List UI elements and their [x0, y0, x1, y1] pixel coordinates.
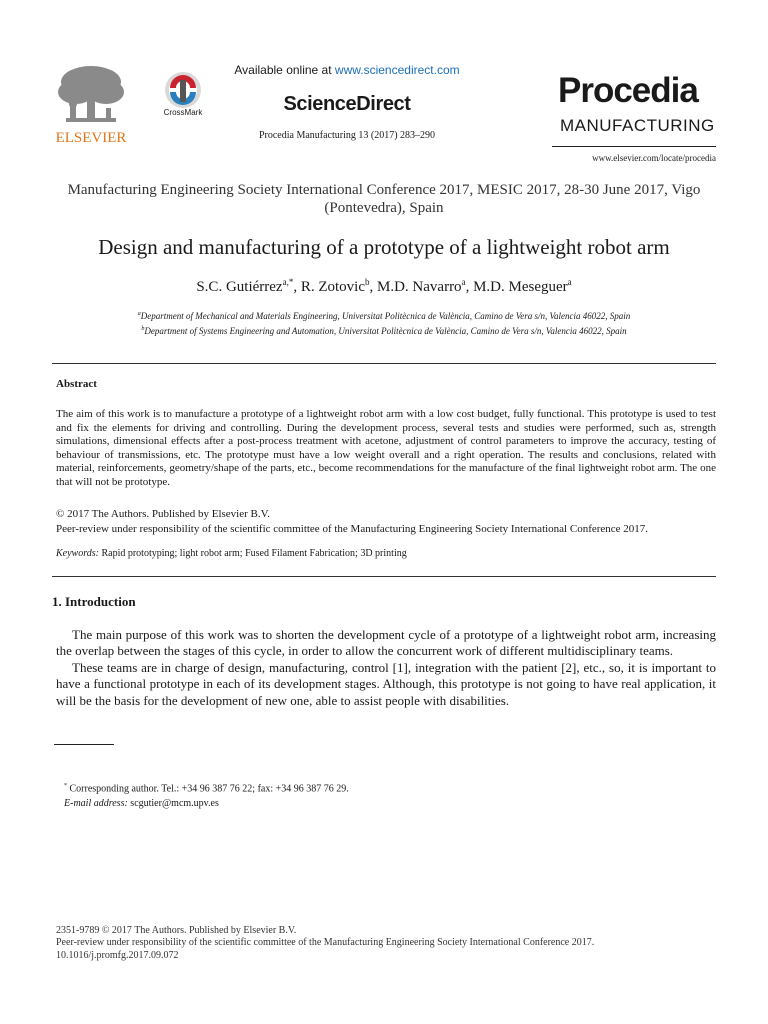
author-separator: , [293, 279, 301, 295]
available-online-prefix: Available online at [234, 63, 335, 77]
sciencedirect-link[interactable]: www.sciencedirect.com [334, 63, 460, 77]
intro-paragraph: These teams are in charge of design, manufacturing, control [1], integration with the patient [2], etc., so, it is important to have a functional prototype in each of its development stages. Although, this prototype is not going to have real application, it will be the basis for the development of new one, able to assist people with disabilities. [56, 659, 716, 708]
author-list [40, 277, 728, 296]
divider-middle [52, 576, 716, 577]
email-address[interactable]: scgutier@mcm.upv.es [127, 798, 219, 810]
affiliation-text: Department of Mechanical and Materials Engineering, Universitat Politècnica de València, Camino de Vera s/n, Valencia 46022, Spain [140, 311, 631, 321]
keywords-label: Keywords: [56, 548, 99, 559]
author-name: M.D. Meseguer [473, 279, 568, 295]
affiliation-text: Department of Systems Engineering and Automation, Universitat Politècnica de València, Camino de Vera s/n, Valencia 46022, Spain [144, 326, 627, 336]
footnote-marker: * [64, 783, 67, 789]
email-label: E-mail address: [64, 798, 128, 810]
manufacturing-logo-word: MANUFACTURING [560, 116, 715, 135]
journal-reference: Procedia Manufacturing 13 (2017) 283–290 [258, 130, 436, 141]
abstract-text: The aim of this work is to manufacture a prototype of a lightweight robot arm with a low cost budget, fully functional. This prototype is used to test and fix the elements for driving and controlling. During the development process, several tests and studies were performed, such as, strength simulations, dimensional effects after a post-process treatment with acetone, adjustment of control parameters to improve the accuracy, testing of behaviour of transmissions, etc. The prototype must have a low weight overall and a right operation. The results and conclusions, related with material, reinforcements, geometry/shape of the parts, etc., become recommendations for the manufacture of the final lightweight robot arm. The one that will not be prototype. [56, 408, 716, 488]
doi-line[interactable]: 10.1016/j.promfg.2017.09.072 [56, 949, 179, 961]
author-affiliation-marker: b [365, 277, 370, 287]
corresponding-author: Corresponding author. Tel.: +34 96 387 76 22; fax: +34 96 387 76 29. [67, 783, 349, 795]
abstract-heading: Abstract [56, 378, 97, 390]
section-heading-introduction: 1. Introduction [52, 594, 136, 609]
affiliation-marker: a [137, 311, 141, 317]
keywords [56, 548, 407, 559]
introduction-body [56, 627, 716, 709]
available-online [222, 63, 472, 77]
peer-review-line: Peer-review under responsibility of the scientific committee of the Manufacturing Engineering Society International Conference 2017. [56, 523, 649, 535]
affiliations [40, 308, 728, 338]
author-separator: , [369, 279, 377, 295]
author-affiliation-marker: a,* [282, 277, 294, 287]
intro-paragraph: The main purpose of this work was to shorten the development cycle of a prototype of a lightweight robot arm, increasing the overlap between the stages of this cycle, in order to allow the concurrent work of different multidisciplinary teams. [56, 627, 716, 659]
author-name: S.C. Gutiérrez [196, 279, 283, 295]
footnote-divider [54, 744, 114, 745]
author-separator: , [465, 279, 474, 295]
author-affiliation-marker: a [567, 277, 572, 287]
elsevier-logo [52, 62, 130, 148]
conference-name: Manufacturing Engineering Society International Conference 2017, MESIC 2017, 28-30 June 2017, Vigo (Pontevedra), Spain [67, 182, 701, 216]
procedia-logo-word: Procedia [558, 71, 698, 110]
divider-top [52, 363, 716, 364]
bottom-metadata [56, 925, 594, 962]
elsevier-wordmark: ELSEVIER [55, 130, 127, 146]
keywords-list: Rapid prototyping; light robot arm; Fused Filament Fabrication; 3D printing [98, 548, 407, 559]
author-name: M.D. Navarro [377, 279, 462, 295]
affiliation-line [40, 308, 728, 323]
affiliation-marker: b [141, 326, 145, 332]
sciencedirect-title: ScienceDirect [283, 93, 411, 115]
author-affiliation-marker: a [461, 277, 466, 287]
copyright-line: © 2017 The Authors. Published by Elsevier B.V. [56, 508, 270, 520]
author-name: R. Zotovic [300, 279, 365, 295]
issn-line: 2351-9789 © 2017 The Authors. Published by Elsevier B.V. [56, 925, 297, 936]
affiliation-line [40, 323, 728, 338]
paper-title: Design and manufacturing of a prototype of a lightweight robot arm [98, 235, 670, 259]
crossmark-label: CrossMark [163, 108, 203, 117]
journal-url[interactable]: www.elsevier.com/locate/procedia [592, 153, 716, 163]
footnote [64, 779, 349, 811]
header-divider [552, 146, 716, 147]
bottom-peer-review: Peer-review under responsibility of the scientific committee of the Manufacturing Engineering Society International Conference 2017. [56, 937, 595, 949]
